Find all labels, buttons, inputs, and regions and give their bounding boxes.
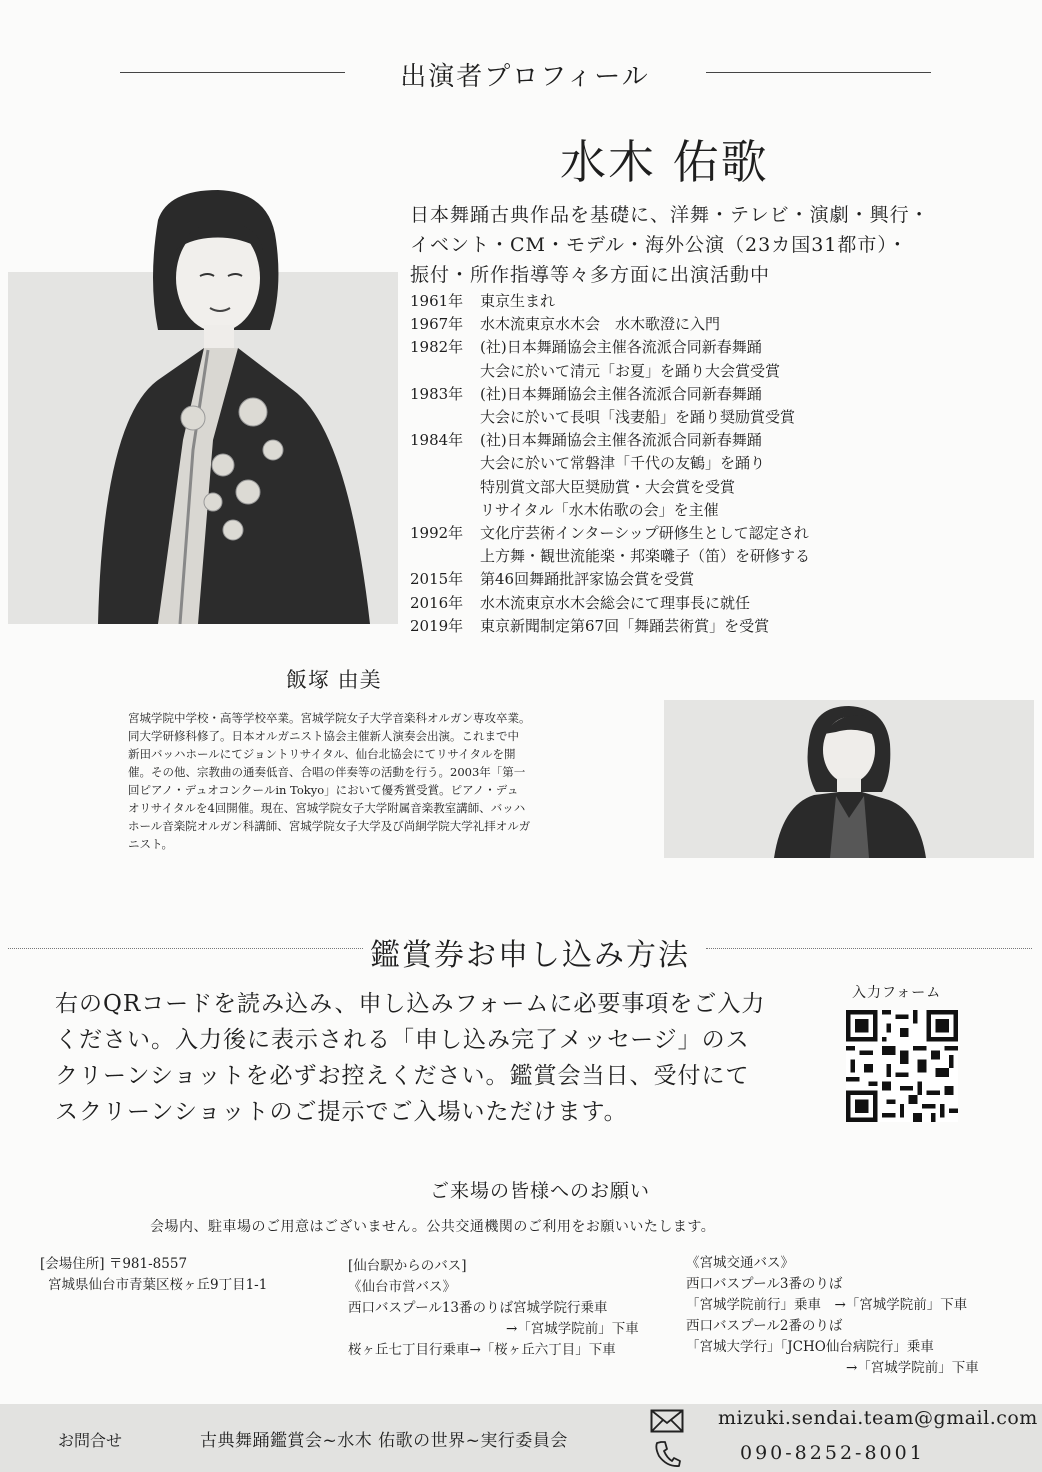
qr-code-icon[interactable]: [846, 1010, 958, 1122]
career-row: [410, 313, 810, 336]
bus-line: 西口バスプール13番のりば宮城学院行乗車: [348, 1300, 608, 1316]
contact-label: お問合せ: [58, 1431, 123, 1450]
career-text: 大会に於いて清元「お夏」を踊り大会賞受賞: [480, 361, 781, 380]
career-text: 特別賞文部大臣奨励賞・大会賞を受賞: [480, 477, 736, 496]
career-text: 大会に於いて長唄「浅妻船」を踊り奨励賞受賞: [480, 408, 796, 427]
career-text: 上方舞・観世流能楽・邦楽囃子（笛）を研修する: [480, 547, 811, 566]
instruction-line: 右のQRコードを読み込み、申し込みフォームに必要事項をご入力: [55, 991, 766, 1017]
career-row: [410, 615, 810, 638]
career-row: [410, 568, 810, 591]
career-text: 東京新聞制定第67回「舞踊芸術賞」を受賞: [480, 616, 770, 635]
performer1-figure: [8, 180, 398, 624]
profile-heading: 出演者プロフィール: [400, 62, 650, 92]
bus-sendai-label: [仙台駅からのバス]: [348, 1258, 467, 1274]
bio-line: 回ピアノ・デュオコンクールin Tokyo」において優秀賞受賞。ピアノ・デュ: [128, 783, 519, 797]
career-year: 1992年: [410, 524, 464, 543]
bio-line: ホール音楽院オルガン科講師、宮城学院女子大学及び尚絅学院大学礼拝オルガ: [128, 819, 531, 833]
heading-rule-right: [706, 72, 931, 73]
bus-line: →「宮城学院前」下車: [846, 1360, 979, 1376]
mail-icon: [650, 1409, 684, 1433]
heading-rule-left: [120, 72, 345, 73]
career-year: 1961年: [410, 292, 464, 310]
performer1-intro: [410, 200, 930, 290]
career-row: [410, 592, 810, 615]
bus-line: →「宮城学院前」下車: [506, 1321, 639, 1337]
career-year: 2015年: [410, 570, 464, 589]
career-year: 1967年: [410, 315, 464, 334]
phone-icon: [655, 1440, 681, 1468]
qr-label: 入力フォーム: [852, 985, 942, 1001]
bio-line: ニスト。: [128, 837, 173, 851]
bio-line: 催。その他、宗教曲の通奏低音、合唱の伴奏等の活動を行う。2003年「第一: [128, 765, 526, 779]
career-text: 水木流東京水木会総会にて理事長に就任: [480, 593, 751, 612]
organizer: 古典舞踊鑑賞会~水木 佑歌の世界~実行委員会: [200, 1431, 568, 1451]
career-text: 大会に於いて常磐津「千代の友鶴」を踊り: [480, 454, 766, 473]
performer2-name: 飯塚 由美: [286, 668, 382, 692]
instruction-line: ください。入力後に表示される「申し込み完了メッセージ」のス: [55, 1027, 750, 1053]
career-text: 水木流東京水木会 水木歌澄に入門: [480, 315, 721, 334]
career-text: (社)日本舞踊協会主催各流派合同新春舞踊: [480, 431, 762, 450]
bus-miyagi-info: [686, 1253, 979, 1379]
ticket-heading: 鑑賞券お申し込み方法: [370, 938, 690, 973]
bus-line: 「宮城大学行」「JCHO仙台病院行」乗車: [686, 1339, 934, 1355]
intro-line: イベント・CM・モデル・海外公演（23カ国31都市）・: [410, 234, 908, 256]
contact-phone[interactable]: 090-8252-8001: [740, 1442, 925, 1464]
bus-line: 西口バスプール3番のりば: [686, 1276, 843, 1292]
performer1-name: 水木 佑歌: [560, 135, 769, 189]
career-row: [410, 522, 810, 568]
notice-heading: ご来場の皆様へのお願い: [429, 1180, 650, 1202]
contact-email[interactable]: mizuki.sendai.team@gmail.com: [718, 1407, 1038, 1429]
career-row: [410, 290, 810, 313]
instruction-line: スクリーンショットのご提示でご入場いただけます。: [55, 1099, 628, 1125]
bio-line: 同大学研修科修了。日本オルガニスト協会主催新人演奏会出演。これまで中: [128, 729, 519, 743]
portrait-dress-illustration: [664, 700, 1034, 858]
intro-line: 振付・所作指導等々多方面に出演活動中: [410, 264, 771, 286]
career-text: (社)日本舞踊協会主催各流派合同新春舞踊: [480, 338, 762, 357]
ticket-instructions: [55, 986, 765, 1130]
bus-line: 《仙台市営バス》: [348, 1279, 456, 1295]
career-row: [410, 429, 810, 522]
career-year: 2016年: [410, 593, 464, 612]
ticket-rule-left: [8, 948, 363, 949]
bus-sendai-info: [348, 1256, 639, 1361]
career-row: [410, 383, 810, 429]
bus-line: 《宮城交通バス》: [686, 1255, 794, 1271]
bio-line: 宮城学院中学校・高等学校卒業。宮城学院女子大学音楽科オルガン専攻卒業。: [128, 711, 531, 725]
career-year: 1984年: [410, 431, 464, 450]
intro-line: 日本舞踊古典作品を基礎に、洋舞・テレビ・演劇・興行・: [410, 204, 930, 226]
ticket-rule-right: [706, 948, 1032, 949]
bio-line: オリサイタルを4回開催。現在、宮城学院女子大学附属音楽教室講師、バッハ: [128, 801, 526, 815]
instruction-line: クリーンショットを必ずお控えください。鑑賞会当日、受付にて: [55, 1063, 750, 1089]
career-row: [410, 336, 810, 382]
bus-line: 桜ヶ丘七丁目行乗車→「桜ヶ丘六丁目」下車: [348, 1342, 616, 1358]
career-year: 1982年: [410, 338, 464, 357]
venue-postal: 〒981-8557: [108, 1256, 188, 1272]
venue-label: [会場住所]: [40, 1256, 105, 1272]
performer1-career: [410, 290, 810, 638]
venue-info: [40, 1254, 267, 1296]
career-text: (社)日本舞踊協会主催各流派合同新春舞踊: [480, 384, 762, 403]
career-text: 東京生まれ: [480, 292, 556, 310]
career-year: 1983年: [410, 384, 464, 403]
bio-line: 新田バッハホールにてジョントリサイタル、仙台北協会にてリサイタルを開: [128, 747, 516, 761]
bus-line: 西口バスプール2番のりば: [686, 1318, 843, 1334]
footer: [0, 1404, 1042, 1472]
notice-text: 会場内、駐車場のご用意はございません。公共交通機関のご利用をお願いいたします。: [150, 1219, 716, 1235]
career-text: リサイタル「水木佑歌の会」を主催: [480, 500, 719, 519]
performer2-photo: [664, 700, 1034, 858]
career-text: 第46回舞踊批評家協会賞を受賞: [480, 570, 695, 589]
bus-line: 「宮城学院前行」乗車 →「宮城学院前」下車: [686, 1297, 968, 1313]
venue-address: 宮城県仙台市青葉区桜ヶ丘9丁目1-1: [48, 1277, 268, 1293]
career-year: 2019年: [410, 616, 464, 635]
career-text: 文化庁芸術インターシップ研修生として認定され: [480, 524, 809, 543]
performer2-bio: [128, 709, 628, 853]
